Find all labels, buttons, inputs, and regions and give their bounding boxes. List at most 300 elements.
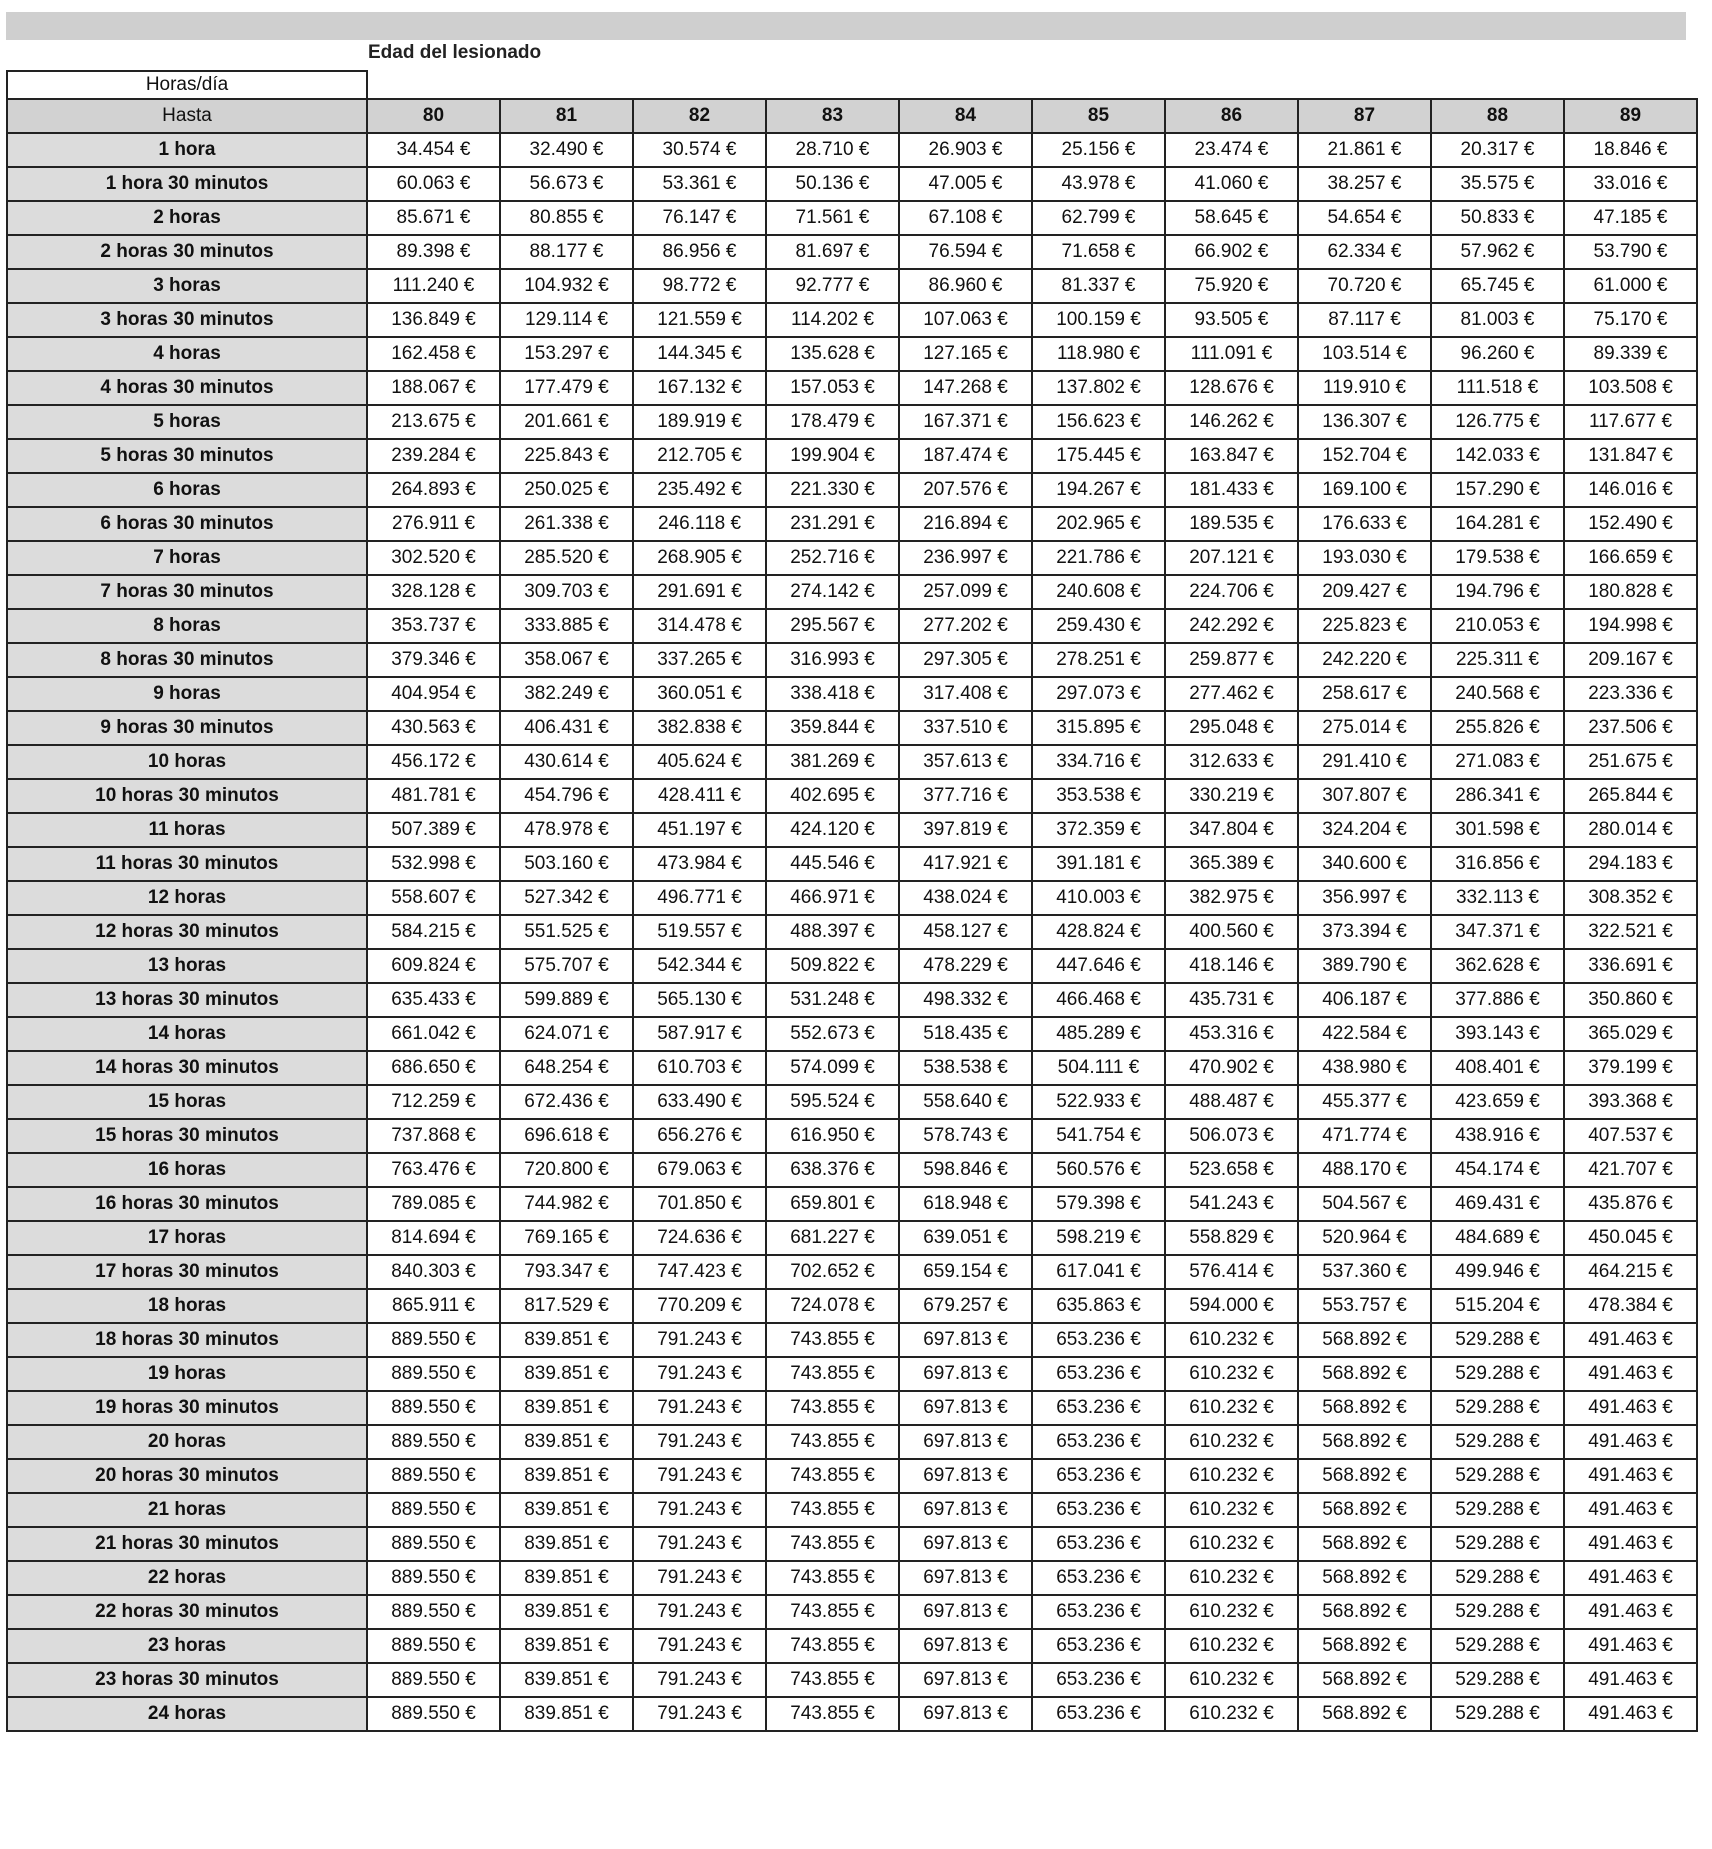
value-cell: 187.474 € <box>899 439 1032 473</box>
value-cell: 38.257 € <box>1298 167 1431 201</box>
value-cell: 610.232 € <box>1165 1323 1298 1357</box>
value-cell: 20.317 € <box>1431 133 1564 167</box>
value-cell: 697.813 € <box>899 1595 1032 1629</box>
value-cell: 259.430 € <box>1032 609 1165 643</box>
value-cell: 131.847 € <box>1564 439 1697 473</box>
value-cell: 638.376 € <box>766 1153 899 1187</box>
value-cell: 179.538 € <box>1431 541 1564 575</box>
value-cell: 720.800 € <box>500 1153 633 1187</box>
age-header-83: 83 <box>766 99 899 133</box>
value-cell: 418.146 € <box>1165 949 1298 983</box>
row-label: 14 horas 30 minutos <box>7 1051 367 1085</box>
value-cell: 47.005 € <box>899 167 1032 201</box>
row-label: 10 horas 30 minutos <box>7 779 367 813</box>
value-cell: 491.463 € <box>1564 1357 1697 1391</box>
value-cell: 610.232 € <box>1165 1527 1298 1561</box>
value-cell: 653.236 € <box>1032 1697 1165 1731</box>
value-cell: 889.550 € <box>367 1425 500 1459</box>
value-cell: 450.045 € <box>1564 1221 1697 1255</box>
age-header-86: 86 <box>1165 99 1298 133</box>
value-cell: 18.846 € <box>1564 133 1697 167</box>
row-label: 7 horas <box>7 541 367 575</box>
value-cell: 93.505 € <box>1165 303 1298 337</box>
row-label: 8 horas <box>7 609 367 643</box>
value-cell: 252.716 € <box>766 541 899 575</box>
table-row <box>7 1629 1697 1663</box>
value-cell: 23.474 € <box>1165 133 1298 167</box>
value-cell: 128.676 € <box>1165 371 1298 405</box>
row-label: 1 hora <box>7 133 367 167</box>
value-cell: 697.813 € <box>899 1493 1032 1527</box>
row-label: 23 horas <box>7 1629 367 1663</box>
value-cell: 791.243 € <box>633 1629 766 1663</box>
value-cell: 529.288 € <box>1431 1357 1564 1391</box>
value-cell: 518.435 € <box>899 1017 1032 1051</box>
value-cell: 62.799 € <box>1032 201 1165 235</box>
value-cell: 817.529 € <box>500 1289 633 1323</box>
value-cell: 635.433 € <box>367 983 500 1017</box>
value-cell: 301.598 € <box>1431 813 1564 847</box>
value-cell: 737.868 € <box>367 1119 500 1153</box>
value-cell: 598.846 € <box>899 1153 1032 1187</box>
value-cell: 743.855 € <box>766 1459 899 1493</box>
value-cell: 221.786 € <box>1032 541 1165 575</box>
value-cell: 743.855 € <box>766 1323 899 1357</box>
value-cell: 531.248 € <box>766 983 899 1017</box>
value-cell: 278.251 € <box>1032 643 1165 677</box>
table-row <box>7 473 1697 507</box>
value-cell: 307.807 € <box>1298 779 1431 813</box>
value-cell: 454.174 € <box>1431 1153 1564 1187</box>
value-cell: 66.902 € <box>1165 235 1298 269</box>
corner-bottom-label: Hasta <box>7 99 367 133</box>
value-cell: 163.847 € <box>1165 439 1298 473</box>
table-row <box>7 1561 1697 1595</box>
value-cell: 28.710 € <box>766 133 899 167</box>
row-label: 4 horas <box>7 337 367 371</box>
value-cell: 485.289 € <box>1032 1017 1165 1051</box>
value-cell: 889.550 € <box>367 1323 500 1357</box>
value-cell: 595.524 € <box>766 1085 899 1119</box>
value-cell: 223.336 € <box>1564 677 1697 711</box>
value-cell: 295.048 € <box>1165 711 1298 745</box>
value-cell: 202.965 € <box>1032 507 1165 541</box>
value-cell: 527.342 € <box>500 881 633 915</box>
value-cell: 314.478 € <box>633 609 766 643</box>
value-cell: 57.962 € <box>1431 235 1564 269</box>
table-row <box>7 1255 1697 1289</box>
row-label: 7 horas 30 minutos <box>7 575 367 609</box>
value-cell: 225.823 € <box>1298 609 1431 643</box>
corner-top-label: Horas/día <box>7 71 367 99</box>
value-cell: 791.243 € <box>633 1425 766 1459</box>
value-cell: 659.801 € <box>766 1187 899 1221</box>
value-cell: 503.160 € <box>500 847 633 881</box>
value-cell: 406.431 € <box>500 711 633 745</box>
value-cell: 889.550 € <box>367 1595 500 1629</box>
value-cell: 568.892 € <box>1298 1391 1431 1425</box>
age-header-81: 81 <box>500 99 633 133</box>
value-cell: 542.344 € <box>633 949 766 983</box>
value-cell: 610.703 € <box>633 1051 766 1085</box>
value-cell: 697.813 € <box>899 1425 1032 1459</box>
header-row-ages <box>7 99 1697 133</box>
value-cell: 481.781 € <box>367 779 500 813</box>
value-cell: 560.576 € <box>1032 1153 1165 1187</box>
value-cell: 194.796 € <box>1431 575 1564 609</box>
value-cell: 791.243 € <box>633 1493 766 1527</box>
value-cell: 519.557 € <box>633 915 766 949</box>
value-cell: 840.303 € <box>367 1255 500 1289</box>
value-cell: 488.487 € <box>1165 1085 1298 1119</box>
value-cell: 250.025 € <box>500 473 633 507</box>
value-cell: 181.433 € <box>1165 473 1298 507</box>
value-cell: 209.427 € <box>1298 575 1431 609</box>
row-label: 19 horas 30 minutos <box>7 1391 367 1425</box>
value-cell: 587.917 € <box>633 1017 766 1051</box>
value-cell: 362.628 € <box>1431 949 1564 983</box>
value-cell: 438.024 € <box>899 881 1032 915</box>
row-label: 18 horas 30 minutos <box>7 1323 367 1357</box>
value-cell: 207.121 € <box>1165 541 1298 575</box>
age-header-89: 89 <box>1564 99 1697 133</box>
value-cell: 659.154 € <box>899 1255 1032 1289</box>
value-cell: 334.716 € <box>1032 745 1165 779</box>
value-cell: 92.777 € <box>766 269 899 303</box>
value-cell: 379.199 € <box>1564 1051 1697 1085</box>
value-cell: 194.267 € <box>1032 473 1165 507</box>
value-cell: 152.490 € <box>1564 507 1697 541</box>
value-cell: 199.904 € <box>766 439 899 473</box>
value-cell: 89.339 € <box>1564 337 1697 371</box>
row-label: 6 horas 30 minutos <box>7 507 367 541</box>
value-cell: 491.463 € <box>1564 1629 1697 1663</box>
value-cell: 271.083 € <box>1431 745 1564 779</box>
value-cell: 353.538 € <box>1032 779 1165 813</box>
value-cell: 127.165 € <box>899 337 1032 371</box>
value-cell: 552.673 € <box>766 1017 899 1051</box>
value-cell: 435.876 € <box>1564 1187 1697 1221</box>
value-cell: 360.051 € <box>633 677 766 711</box>
row-label: 12 horas 30 minutos <box>7 915 367 949</box>
row-label: 10 horas <box>7 745 367 779</box>
value-cell: 697.813 € <box>899 1527 1032 1561</box>
value-cell: 466.468 € <box>1032 983 1165 1017</box>
value-cell: 763.476 € <box>367 1153 500 1187</box>
value-cell: 496.771 € <box>633 881 766 915</box>
value-cell: 210.053 € <box>1431 609 1564 643</box>
value-cell: 520.964 € <box>1298 1221 1431 1255</box>
value-cell: 410.003 € <box>1032 881 1165 915</box>
value-cell: 86.956 € <box>633 235 766 269</box>
age-header-82: 82 <box>633 99 766 133</box>
value-cell: 330.219 € <box>1165 779 1298 813</box>
table-row <box>7 371 1697 405</box>
value-cell: 136.849 € <box>367 303 500 337</box>
value-cell: 430.614 € <box>500 745 633 779</box>
value-cell: 332.113 € <box>1431 881 1564 915</box>
value-cell: 770.209 € <box>633 1289 766 1323</box>
value-cell: 529.288 € <box>1431 1527 1564 1561</box>
value-cell: 438.916 € <box>1431 1119 1564 1153</box>
table-row <box>7 1697 1697 1731</box>
value-cell: 624.071 € <box>500 1017 633 1051</box>
value-cell: 201.661 € <box>500 405 633 439</box>
value-cell: 791.243 € <box>633 1527 766 1561</box>
row-label: 3 horas <box>7 269 367 303</box>
value-cell: 686.650 € <box>367 1051 500 1085</box>
value-cell: 529.288 € <box>1431 1697 1564 1731</box>
value-cell: 291.410 € <box>1298 745 1431 779</box>
value-cell: 86.960 € <box>899 269 1032 303</box>
value-cell: 53.790 € <box>1564 235 1697 269</box>
value-cell: 529.288 € <box>1431 1425 1564 1459</box>
value-cell: 491.463 € <box>1564 1391 1697 1425</box>
row-label: 18 horas <box>7 1289 367 1323</box>
table-row <box>7 779 1697 813</box>
row-label: 9 horas 30 minutos <box>7 711 367 745</box>
value-cell: 743.855 € <box>766 1697 899 1731</box>
value-cell: 529.288 € <box>1431 1493 1564 1527</box>
value-cell: 653.236 € <box>1032 1493 1165 1527</box>
value-cell: 308.352 € <box>1564 881 1697 915</box>
value-cell: 558.829 € <box>1165 1221 1298 1255</box>
value-cell: 610.232 € <box>1165 1357 1298 1391</box>
value-cell: 60.063 € <box>367 167 500 201</box>
value-cell: 389.790 € <box>1298 949 1431 983</box>
value-cell: 379.346 € <box>367 643 500 677</box>
value-cell: 297.305 € <box>899 643 1032 677</box>
value-cell: 50.136 € <box>766 167 899 201</box>
value-cell: 152.704 € <box>1298 439 1431 473</box>
value-cell: 537.360 € <box>1298 1255 1431 1289</box>
value-cell: 724.078 € <box>766 1289 899 1323</box>
value-cell: 541.243 € <box>1165 1187 1298 1221</box>
value-cell: 65.745 € <box>1431 269 1564 303</box>
value-cell: 568.892 € <box>1298 1629 1431 1663</box>
value-cell: 889.550 € <box>367 1493 500 1527</box>
value-cell: 246.118 € <box>633 507 766 541</box>
value-cell: 697.813 € <box>899 1561 1032 1595</box>
value-cell: 237.506 € <box>1564 711 1697 745</box>
age-header-80: 80 <box>367 99 500 133</box>
table-row <box>7 133 1697 167</box>
value-cell: 579.398 € <box>1032 1187 1165 1221</box>
value-cell: 744.982 € <box>500 1187 633 1221</box>
value-cell: 107.063 € <box>899 303 1032 337</box>
value-cell: 146.262 € <box>1165 405 1298 439</box>
value-cell: 118.980 € <box>1032 337 1165 371</box>
value-cell: 81.337 € <box>1032 269 1165 303</box>
value-cell: 340.600 € <box>1298 847 1431 881</box>
value-cell: 336.691 € <box>1564 949 1697 983</box>
value-cell: 167.371 € <box>899 405 1032 439</box>
value-cell: 599.889 € <box>500 983 633 1017</box>
value-cell: 377.716 € <box>899 779 1032 813</box>
row-label: 5 horas 30 minutos <box>7 439 367 473</box>
value-cell: 610.232 € <box>1165 1391 1298 1425</box>
table-row <box>7 1595 1697 1629</box>
value-cell: 558.640 € <box>899 1085 1032 1119</box>
row-label: 12 horas <box>7 881 367 915</box>
value-cell: 337.510 € <box>899 711 1032 745</box>
value-cell: 89.398 € <box>367 235 500 269</box>
value-cell: 353.737 € <box>367 609 500 643</box>
value-cell: 553.757 € <box>1298 1289 1431 1323</box>
value-cell: 653.236 € <box>1032 1459 1165 1493</box>
value-cell: 347.371 € <box>1431 915 1564 949</box>
value-cell: 491.463 € <box>1564 1697 1697 1731</box>
value-cell: 609.824 € <box>367 949 500 983</box>
value-cell: 357.613 € <box>899 745 1032 779</box>
value-cell: 529.288 € <box>1431 1323 1564 1357</box>
value-cell: 529.288 € <box>1431 1459 1564 1493</box>
table-row <box>7 303 1697 337</box>
value-cell: 839.851 € <box>500 1697 633 1731</box>
value-cell: 724.636 € <box>633 1221 766 1255</box>
header-band <box>6 12 1686 40</box>
value-cell: 391.181 € <box>1032 847 1165 881</box>
table-row <box>7 1187 1697 1221</box>
header-spacer <box>367 71 1697 99</box>
value-cell: 30.574 € <box>633 133 766 167</box>
value-cell: 454.796 € <box>500 779 633 813</box>
value-cell: 322.521 € <box>1564 915 1697 949</box>
value-cell: 338.418 € <box>766 677 899 711</box>
value-cell: 478.384 € <box>1564 1289 1697 1323</box>
value-cell: 167.132 € <box>633 371 766 405</box>
row-label: 2 horas <box>7 201 367 235</box>
value-cell: 653.236 € <box>1032 1663 1165 1697</box>
row-label: 11 horas 30 minutos <box>7 847 367 881</box>
value-cell: 791.243 € <box>633 1459 766 1493</box>
value-cell: 347.804 € <box>1165 813 1298 847</box>
value-cell: 264.893 € <box>367 473 500 507</box>
row-label: 11 horas <box>7 813 367 847</box>
value-cell: 397.819 € <box>899 813 1032 847</box>
value-cell: 529.288 € <box>1431 1663 1564 1697</box>
value-cell: 529.288 € <box>1431 1391 1564 1425</box>
row-label: 14 horas <box>7 1017 367 1051</box>
value-cell: 312.633 € <box>1165 745 1298 779</box>
table-caption: Edad del lesionado <box>368 42 542 63</box>
value-cell: 235.492 € <box>633 473 766 507</box>
value-cell: 743.855 € <box>766 1391 899 1425</box>
row-label: 19 horas <box>7 1357 367 1391</box>
value-cell: 146.016 € <box>1564 473 1697 507</box>
value-cell: 41.060 € <box>1165 167 1298 201</box>
value-cell: 743.855 € <box>766 1357 899 1391</box>
value-cell: 169.100 € <box>1298 473 1431 507</box>
table-row <box>7 575 1697 609</box>
value-cell: 504.111 € <box>1032 1051 1165 1085</box>
value-cell: 616.950 € <box>766 1119 899 1153</box>
value-cell: 75.920 € <box>1165 269 1298 303</box>
value-cell: 216.894 € <box>899 507 1032 541</box>
value-cell: 47.185 € <box>1564 201 1697 235</box>
value-cell: 373.394 € <box>1298 915 1431 949</box>
value-cell: 372.359 € <box>1032 813 1165 847</box>
table-row <box>7 235 1697 269</box>
value-cell: 21.861 € <box>1298 133 1431 167</box>
value-cell: 515.204 € <box>1431 1289 1564 1323</box>
value-cell: 889.550 € <box>367 1561 500 1595</box>
value-cell: 889.550 € <box>367 1459 500 1493</box>
value-cell: 315.895 € <box>1032 711 1165 745</box>
value-cell: 285.520 € <box>500 541 633 575</box>
row-label: 21 horas <box>7 1493 367 1527</box>
value-cell: 240.568 € <box>1431 677 1564 711</box>
table-row <box>7 1425 1697 1459</box>
row-label: 17 horas <box>7 1221 367 1255</box>
value-cell: 164.281 € <box>1431 507 1564 541</box>
value-cell: 743.855 € <box>766 1561 899 1595</box>
value-cell: 265.844 € <box>1564 779 1697 813</box>
value-cell: 177.479 € <box>500 371 633 405</box>
table-row <box>7 1153 1697 1187</box>
value-cell: 814.694 € <box>367 1221 500 1255</box>
value-cell: 839.851 € <box>500 1357 633 1391</box>
value-cell: 697.813 € <box>899 1357 1032 1391</box>
table-row <box>7 167 1697 201</box>
value-cell: 889.550 € <box>367 1527 500 1561</box>
value-cell: 791.243 € <box>633 1357 766 1391</box>
value-cell: 839.851 € <box>500 1561 633 1595</box>
value-cell: 453.316 € <box>1165 1017 1298 1051</box>
value-cell: 491.463 € <box>1564 1595 1697 1629</box>
row-label: 24 horas <box>7 1697 367 1731</box>
value-cell: 791.243 € <box>633 1595 766 1629</box>
value-cell: 231.291 € <box>766 507 899 541</box>
table-row <box>7 439 1697 473</box>
value-cell: 70.720 € <box>1298 269 1431 303</box>
value-cell: 189.535 € <box>1165 507 1298 541</box>
value-cell: 445.546 € <box>766 847 899 881</box>
value-cell: 75.170 € <box>1564 303 1697 337</box>
table-row <box>7 1459 1697 1493</box>
value-cell: 100.159 € <box>1032 303 1165 337</box>
value-cell: 653.236 € <box>1032 1357 1165 1391</box>
value-cell: 594.000 € <box>1165 1289 1298 1323</box>
value-cell: 96.260 € <box>1431 337 1564 371</box>
value-cell: 839.851 € <box>500 1595 633 1629</box>
value-cell: 417.921 € <box>899 847 1032 881</box>
value-cell: 365.389 € <box>1165 847 1298 881</box>
value-cell: 653.236 € <box>1032 1391 1165 1425</box>
value-cell: 839.851 € <box>500 1425 633 1459</box>
value-cell: 328.128 € <box>367 575 500 609</box>
value-cell: 421.707 € <box>1564 1153 1697 1187</box>
value-cell: 471.774 € <box>1298 1119 1431 1153</box>
value-cell: 551.525 € <box>500 915 633 949</box>
value-cell: 104.932 € <box>500 269 633 303</box>
value-cell: 114.202 € <box>766 303 899 337</box>
value-cell: 697.813 € <box>899 1459 1032 1493</box>
value-cell: 381.269 € <box>766 745 899 779</box>
value-cell: 451.197 € <box>633 813 766 847</box>
value-cell: 129.114 € <box>500 303 633 337</box>
table-row <box>7 541 1697 575</box>
value-cell: 568.892 € <box>1298 1527 1431 1561</box>
value-cell: 576.414 € <box>1165 1255 1298 1289</box>
value-cell: 277.462 € <box>1165 677 1298 711</box>
value-cell: 438.980 € <box>1298 1051 1431 1085</box>
value-cell: 839.851 € <box>500 1493 633 1527</box>
value-cell: 499.946 € <box>1431 1255 1564 1289</box>
value-cell: 111.240 € <box>367 269 500 303</box>
value-cell: 136.307 € <box>1298 405 1431 439</box>
value-cell: 400.560 € <box>1165 915 1298 949</box>
